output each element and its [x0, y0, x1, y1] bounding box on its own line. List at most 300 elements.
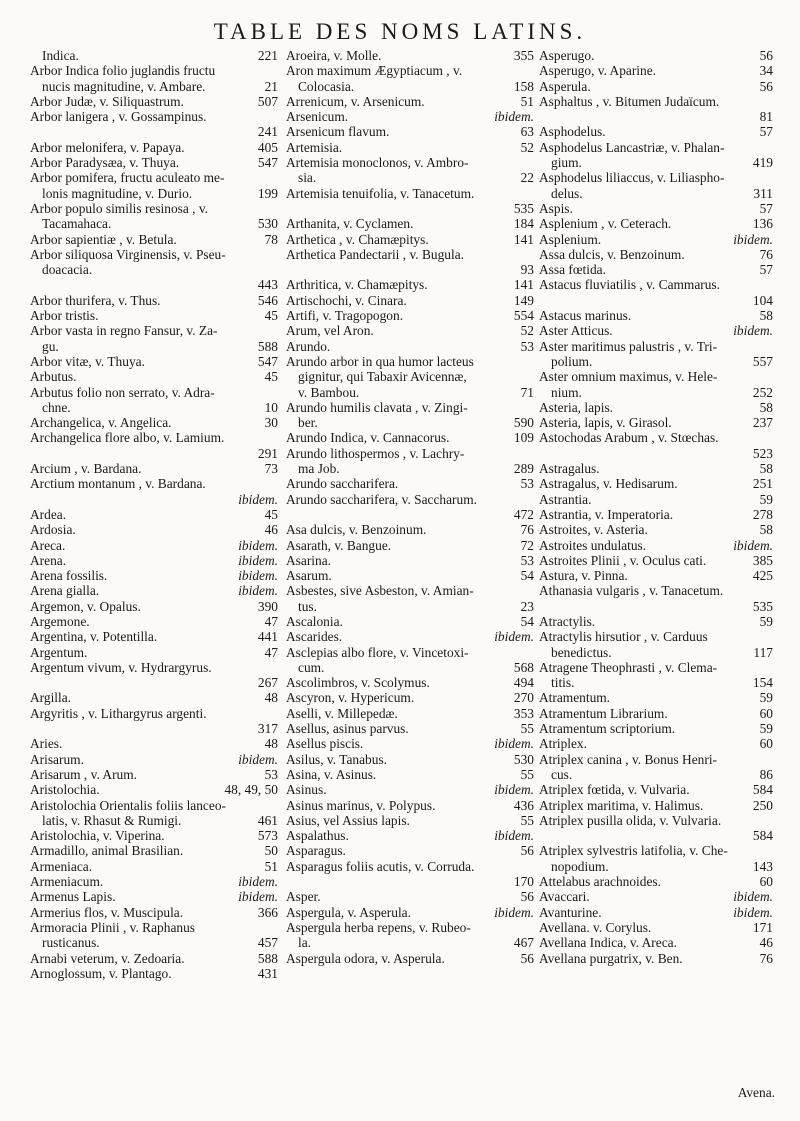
page-reference: 104: [752, 292, 773, 308]
page-reference: 48, 49, 50: [224, 782, 278, 798]
entry-text: Aries.: [30, 736, 63, 752]
page-reference: 81: [759, 109, 773, 125]
page-reference: 355: [513, 48, 534, 63]
page-reference: 366: [257, 904, 278, 920]
entry-text: Asperugo.: [539, 48, 595, 63]
entry-text: sia.: [298, 170, 317, 186]
index-line: [539, 874, 773, 889]
page-reference: ibidem.: [733, 889, 773, 905]
entry-text: Arbor tristis.: [30, 308, 99, 324]
index-line: [286, 232, 534, 247]
index-line: [30, 201, 278, 216]
page-reference: 51: [520, 93, 534, 109]
page-reference: 56: [520, 843, 534, 859]
entry-text: Astragalus, v. Hedisarum.: [539, 476, 678, 492]
index-line: [286, 308, 534, 323]
index-line: [286, 951, 534, 966]
entry-text: Arundo saccharifera, v. Saccharum.: [286, 491, 477, 507]
entry-text: Ascalonia.: [286, 613, 343, 629]
entry-text: Arena.: [30, 552, 67, 568]
entry-text: Asina, v. Asinus.: [286, 766, 377, 782]
index-line: [30, 109, 278, 124]
page-reference: 47: [264, 644, 278, 660]
entry-text: Arthritica, v. Chamæpitys.: [286, 277, 428, 293]
index-line: [30, 277, 278, 292]
entry-text: Asparagus.: [286, 843, 346, 859]
entry-text: Argentina, v. Potentilla.: [30, 629, 158, 645]
entry-text: doacacia.: [42, 262, 93, 278]
entry-text: Asarath, v. Bangue.: [286, 537, 392, 553]
index-line: [539, 339, 773, 354]
entry-text: Asarum.: [286, 568, 332, 584]
entry-text: Arbor thurifera, v. Thus.: [30, 292, 161, 308]
page-reference: 71: [520, 384, 534, 400]
page-reference: 535: [513, 200, 534, 216]
entry-text: Aster Atticus.: [539, 323, 613, 339]
index-line: [286, 446, 534, 461]
entry-text: v. Bambou.: [298, 384, 360, 400]
page-reference: 267: [257, 675, 278, 691]
index-line: [286, 522, 534, 537]
entry-text: Arbor lanigera , v. Gossampinus.: [30, 109, 207, 125]
page-reference: 494: [513, 675, 534, 691]
page-reference: 46: [264, 522, 278, 538]
page-reference: ibidem.: [733, 231, 773, 247]
index-line: [539, 706, 773, 721]
index-line: [539, 660, 773, 675]
index-line: [286, 461, 534, 476]
page-reference: 60: [759, 874, 773, 890]
entry-text: Arundo saccharifera.: [286, 476, 399, 492]
entry-text: cus.: [551, 766, 573, 782]
index-line: [286, 492, 534, 507]
entry-text: Ascolimbros, v. Scolymus.: [286, 675, 430, 691]
index-line: [286, 293, 534, 308]
entry-text: Aspergula, v. Asperula.: [286, 904, 411, 920]
page-reference: 52: [520, 323, 534, 339]
page-reference: ibidem.: [494, 629, 534, 645]
index-line: [286, 690, 534, 705]
index-line: [30, 507, 278, 522]
index-line: [30, 935, 278, 950]
entry-text: Artemisia tenuifolia, v. Tanacetum.: [286, 185, 475, 201]
entry-text: Asinus marinus, v. Polypus.: [286, 797, 436, 813]
entry-text: Arthanita, v. Cyclamen.: [286, 216, 414, 232]
index-line: [30, 415, 278, 430]
index-line: [286, 369, 534, 384]
index-line: [30, 629, 278, 644]
page-reference: 45: [264, 369, 278, 385]
page-reference: 56: [520, 950, 534, 966]
entry-text: Aster maritimus palustris , v. Tri-: [539, 338, 718, 354]
index-line: [539, 262, 773, 277]
entry-text: Arundo arbor in qua humor lacteus: [286, 353, 474, 369]
index-line: [539, 446, 773, 461]
page-reference: 199: [257, 185, 278, 201]
index-line: [30, 889, 278, 904]
page-reference: 317: [257, 721, 278, 737]
page-reference: 55: [520, 766, 534, 782]
index-line: [286, 430, 534, 445]
entry-text: nium.: [551, 384, 582, 400]
index-line: [286, 553, 534, 568]
page-reference: 535: [752, 598, 773, 614]
page-reference: 184: [513, 216, 534, 232]
page-reference: 59: [759, 613, 773, 629]
entry-text: Arsenicum.: [286, 109, 349, 125]
page-reference: 241: [257, 124, 278, 140]
page-reference: 436: [513, 797, 534, 813]
index-line: [30, 430, 278, 445]
page-reference: 546: [257, 292, 278, 308]
entry-text: Ardosia.: [30, 522, 76, 538]
index-line: [30, 63, 278, 78]
index-line: [30, 522, 278, 537]
page-reference: 55: [520, 812, 534, 828]
entry-text: gignitur, qui Tabaxir Avicennæ,: [298, 369, 467, 385]
page-reference: 154: [752, 675, 773, 691]
entry-text: Avellana Indica, v. Areca.: [539, 935, 677, 951]
page-reference: 590: [513, 415, 534, 431]
page-reference: 72: [520, 537, 534, 553]
page-reference: 554: [513, 308, 534, 324]
index-line: [286, 859, 534, 874]
page-reference: 573: [257, 828, 278, 844]
index-line: [539, 553, 773, 568]
index-line: [539, 951, 773, 966]
index-line: [539, 568, 773, 583]
entry-text: Atriplex fœtida, v. Vulvaria.: [539, 782, 690, 798]
entry-text: Arctium montanum , v. Bardana.: [30, 476, 206, 492]
page-reference: 507: [257, 93, 278, 109]
page-reference: 237: [752, 415, 773, 431]
index-line: [30, 675, 278, 690]
page-reference: 457: [257, 935, 278, 951]
entry-text: Arum, vel Aron.: [286, 323, 374, 339]
entry-text: Asclepias albo flore, v. Vincetoxi-: [286, 644, 469, 660]
index-line: [30, 94, 278, 109]
index-line: [30, 232, 278, 247]
index-line: [286, 889, 534, 904]
page-reference: 47: [264, 613, 278, 629]
entry-text: Astochodas Arabum , v. Stœchas.: [539, 430, 719, 446]
page-reference: 57: [759, 200, 773, 216]
index-line: [286, 905, 534, 920]
index-line: [539, 492, 773, 507]
entry-text: Asphaltus , v. Bitumen Judaïcum.: [539, 93, 720, 109]
page-reference: 252: [752, 384, 773, 400]
entry-text: Armadillo, animal Brasilian.: [30, 843, 184, 859]
index-line: [539, 675, 773, 690]
entry-text: Asellus piscis.: [286, 736, 364, 752]
entry-text: Arthetica Pandectarii , v. Bugula.: [286, 246, 464, 262]
index-line: [539, 186, 773, 201]
index-line: [539, 79, 773, 94]
entry-text: Asperugo, v. Aparine.: [539, 63, 657, 79]
page-reference: 149: [513, 292, 534, 308]
entry-text: Archangelica, v. Angelica.: [30, 415, 172, 431]
entry-text: gu.: [42, 338, 59, 354]
index-line: [286, 63, 534, 78]
page-reference: 45: [264, 308, 278, 324]
entry-text: Astroites undulatus.: [539, 537, 647, 553]
index-column-2: [286, 48, 534, 966]
entry-text: Aspergula odora, v. Asperula.: [286, 950, 445, 966]
index-line: [286, 216, 534, 231]
entry-text: ma Job.: [298, 461, 340, 477]
entry-text: Arundo.: [286, 338, 331, 354]
page-reference: 109: [513, 430, 534, 446]
page-reference: ibidem.: [238, 751, 278, 767]
entry-text: Astragalus.: [539, 461, 600, 477]
entry-text: Arbor vasta in regno Fansur, v. Za-: [30, 323, 218, 339]
page-reference: 311: [753, 185, 773, 201]
entry-text: Arbor vitæ, v. Thuya.: [30, 353, 145, 369]
entry-text: Armeniaca.: [30, 858, 93, 874]
index-line: [539, 216, 773, 231]
index-line: [30, 920, 278, 935]
index-line: [30, 951, 278, 966]
index-line: [539, 461, 773, 476]
index-line: [286, 798, 534, 813]
page-reference: 53: [520, 476, 534, 492]
page-reference: ibidem.: [494, 782, 534, 798]
page-reference: 58: [759, 399, 773, 415]
index-line: [30, 461, 278, 476]
entry-text: Astacus fluviatilis , v. Cammarus.: [539, 277, 720, 293]
index-line: [286, 507, 534, 522]
page-reference: 221: [257, 48, 278, 63]
page-reference: ibidem.: [733, 904, 773, 920]
index-line: [286, 400, 534, 415]
page-reference: 278: [752, 506, 773, 522]
index-column-3: [539, 48, 773, 966]
entry-text: Atractylis.: [539, 613, 596, 629]
page-reference: 23: [520, 598, 534, 614]
index-line: [286, 935, 534, 950]
page-reference: ibidem.: [733, 323, 773, 339]
entry-text: Asphodelus liliaccus, v. Liliaspho-: [539, 170, 725, 186]
index-line: [286, 629, 534, 644]
index-line: [539, 690, 773, 705]
entry-text: Arena gialla.: [30, 583, 100, 599]
entry-text: Avanturine.: [539, 904, 602, 920]
page-reference: 353: [513, 705, 534, 721]
entry-text: ber.: [298, 415, 318, 431]
entry-text: Artemisia.: [286, 139, 343, 155]
index-line: [30, 767, 278, 782]
index-line: [30, 874, 278, 889]
entry-text: Asteria, lapis.: [539, 399, 614, 415]
index-line: [539, 63, 773, 78]
entry-text: Asperula.: [539, 78, 591, 94]
page-reference: ibidem.: [238, 874, 278, 890]
page-reference: 76: [759, 950, 773, 966]
entry-text: Artifi, v. Tragopogon.: [286, 308, 404, 324]
entry-text: Ascyron, v. Hypericum.: [286, 690, 415, 706]
index-line: [30, 538, 278, 553]
entry-text: Arena fossilis.: [30, 568, 108, 584]
entry-text: Arbor sapientiæ , v. Betula.: [30, 231, 177, 247]
index-line: [30, 690, 278, 705]
entry-text: Asinus.: [286, 782, 327, 798]
page-reference: 58: [759, 308, 773, 324]
index-line: [286, 614, 534, 629]
page-reference: 53: [264, 766, 278, 782]
index-line: [30, 323, 278, 338]
page-reference: ibidem.: [494, 828, 534, 844]
entry-text: Aspis.: [539, 200, 573, 216]
index-line: [539, 385, 773, 400]
page-reference: 30: [264, 415, 278, 431]
entry-text: Atriplex maritima, v. Halimus.: [539, 797, 704, 813]
index-line: [30, 293, 278, 308]
page-reference: 141: [513, 277, 534, 293]
index-line: [30, 828, 278, 843]
page-reference: 467: [513, 935, 534, 951]
page-reference: 46: [759, 935, 773, 951]
index-line: [30, 155, 278, 170]
page-reference: ibidem.: [494, 109, 534, 125]
page-reference: 50: [264, 843, 278, 859]
entry-text: Asarina.: [286, 552, 331, 568]
page-reference: 54: [520, 568, 534, 584]
index-line: [30, 752, 278, 767]
entry-text: Atriplex sylvestris latifolia, v. Che-: [539, 843, 728, 859]
index-line: [539, 155, 773, 170]
index-line: [286, 323, 534, 338]
index-line: [30, 170, 278, 185]
index-line: [30, 400, 278, 415]
index-line: [539, 430, 773, 445]
index-line: [30, 140, 278, 155]
index-line: [539, 522, 773, 537]
index-line: [539, 201, 773, 216]
entry-text: Atramentum scriptorium.: [539, 721, 676, 737]
entry-text: Aristolochia, v. Viperina.: [30, 828, 165, 844]
page-reference: 547: [257, 353, 278, 369]
index-line: [286, 920, 534, 935]
entry-text: Aspalathus.: [286, 828, 349, 844]
entry-text: Arbor siliquosa Virginensis, v. Pseu-: [30, 246, 226, 262]
index-line: [286, 843, 534, 858]
index-line: [539, 369, 773, 384]
page-reference: 56: [520, 889, 534, 905]
index-line: [539, 736, 773, 751]
entry-text: rusticanus.: [42, 935, 100, 951]
index-line: [539, 767, 773, 782]
entry-text: Asphodelus.: [539, 124, 606, 140]
page-reference: 472: [513, 506, 534, 522]
page-reference: 568: [513, 659, 534, 675]
entry-text: benedictus.: [551, 644, 612, 660]
page-reference: 530: [513, 751, 534, 767]
entry-text: Argilla.: [30, 690, 72, 706]
index-line: [286, 124, 534, 139]
page-reference: 57: [759, 262, 773, 278]
entry-text: Astrantia.: [539, 491, 592, 507]
index-line: [30, 339, 278, 354]
index-line: [286, 48, 534, 63]
index-line: [30, 782, 278, 797]
entry-text: Astrantia, v. Imperatoria.: [539, 506, 674, 522]
index-line: [286, 155, 534, 170]
entry-text: Arbor melonifera, v. Papaya.: [30, 139, 185, 155]
index-line: [30, 553, 278, 568]
index-line: [30, 446, 278, 461]
entry-text: Armeniacum.: [30, 874, 104, 890]
index-line: [286, 782, 534, 797]
entry-text: Arisarum , v. Arum.: [30, 766, 137, 782]
index-line: [286, 568, 534, 583]
page-reference: 385: [752, 552, 773, 568]
index-line: [286, 813, 534, 828]
page-reference: 53: [520, 552, 534, 568]
index-line: [286, 874, 534, 889]
index-line: [539, 170, 773, 185]
index-line: [30, 492, 278, 507]
page-header: TABLE DES NOMS LATINS.: [213, 19, 587, 44]
index-line: [30, 736, 278, 751]
page-reference: 419: [752, 155, 773, 171]
index-line: [539, 140, 773, 155]
index-line: [539, 124, 773, 139]
entry-text: Arnoglossum, v. Plantago.: [30, 965, 172, 981]
entry-text: Asper.: [286, 889, 321, 905]
index-line: [30, 48, 278, 63]
entry-text: Arbor Paradysæa, v. Thuya.: [30, 155, 180, 171]
index-line: [286, 277, 534, 292]
page-reference: 78: [264, 231, 278, 247]
entry-text: Areca.: [30, 537, 66, 553]
entry-text: delus.: [551, 185, 583, 201]
page-reference: 22: [520, 170, 534, 186]
index-line: [539, 935, 773, 950]
page-reference: 136: [752, 216, 773, 232]
index-line: [30, 905, 278, 920]
page-reference: 63: [520, 124, 534, 140]
entry-text: Aselli, v. Millepedæ.: [286, 705, 398, 721]
index-line: [539, 645, 773, 660]
index-line: [539, 476, 773, 491]
page-reference: 58: [759, 461, 773, 477]
page-reference: ibidem.: [238, 583, 278, 599]
entry-text: Aspergula herba repens, v. Rubeo-: [286, 919, 471, 935]
entry-text: Arnabi veterum, v. Zedoaria.: [30, 950, 185, 966]
index-line: [30, 385, 278, 400]
entry-text: Arundo Indica, v. Cannacorus.: [286, 430, 450, 446]
index-line: [539, 828, 773, 843]
entry-text: Attelabus arachnoides.: [539, 874, 661, 890]
entry-text: Avellana. v. Corylus.: [539, 919, 652, 935]
entry-text: Avaccari.: [539, 889, 590, 905]
page-reference: 57: [759, 124, 773, 140]
entry-text: Aron maximum Ægyptiacum , v.: [286, 63, 463, 79]
page-reference: 60: [759, 736, 773, 752]
entry-text: Aster omnium maximus, v. Hele-: [539, 369, 718, 385]
index-line: [30, 186, 278, 201]
entry-text: titis.: [551, 675, 575, 691]
index-line: [30, 369, 278, 384]
entry-text: Asius, vel Assius lapis.: [286, 812, 410, 828]
index-line: [30, 660, 278, 675]
page-reference: 523: [752, 445, 773, 461]
index-line: [286, 599, 534, 614]
page-reference: 73: [264, 461, 278, 477]
entry-text: Arbor populo similis resinosa , v.: [30, 200, 209, 216]
entry-text: Atractylis hirsutior , v. Carduus: [539, 629, 708, 645]
index-line: [539, 721, 773, 736]
